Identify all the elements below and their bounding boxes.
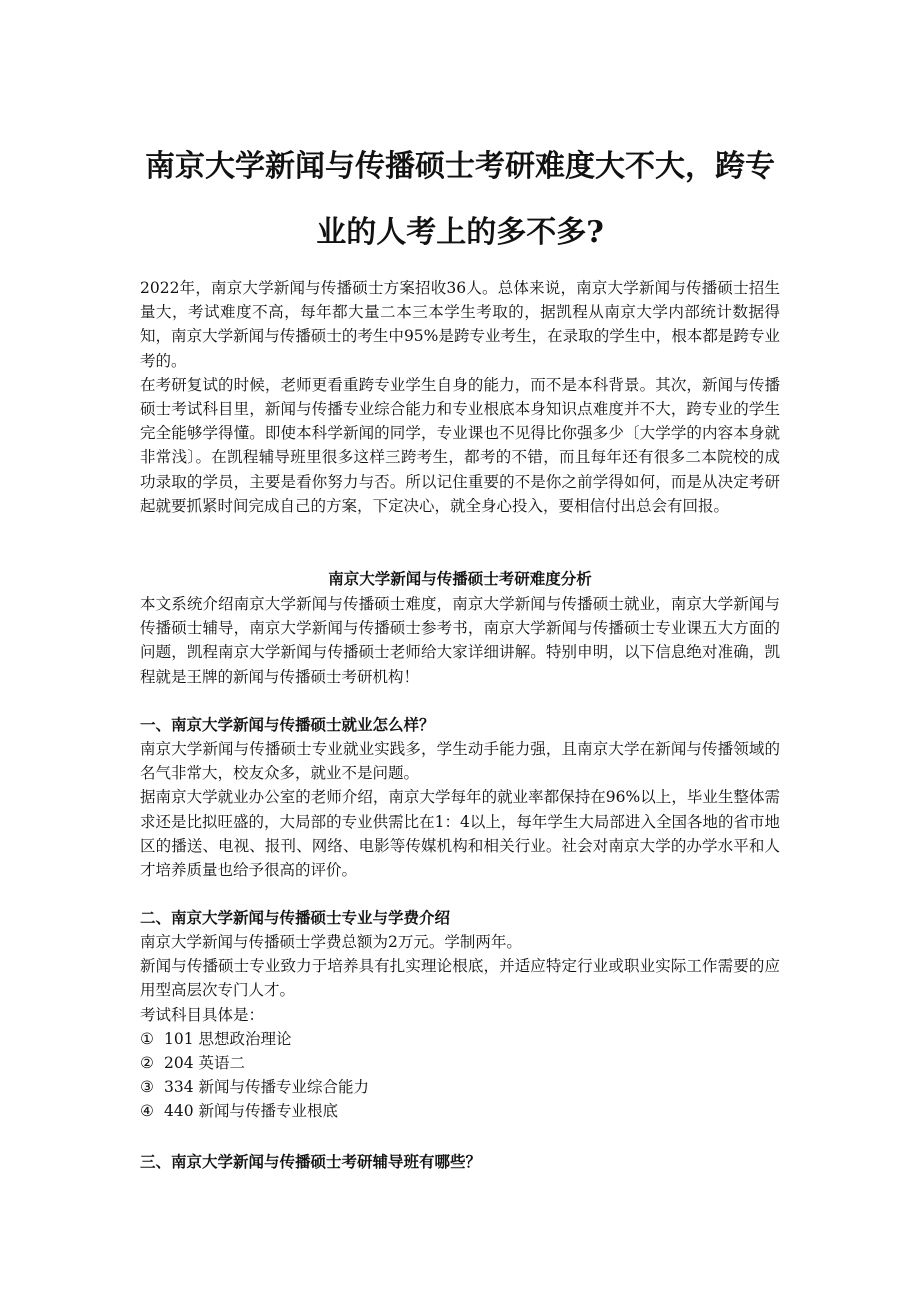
analysis-block: [140, 592, 780, 689]
section-1-body: [140, 737, 780, 882]
intro-paragraph: 2022年，南京大学新闻与传播硕士方案招收36人。总体来说，南京大学新闻与传播硕士招生量大，考试难度不高，每年都大量二本三本学生考取的，据凯程从南京大学内部统计数据得知，南京大学新闻与传播硕士的考生中95%是跨专业考生，在录取的学生中，根本都是跨专业考的。: [140, 279, 780, 370]
subject-number: ④: [140, 1102, 154, 1121]
section-2-heading: 二、南京大学新闻与传播硕士专业与学费介绍: [140, 908, 451, 927]
exam-subject-item: [140, 1051, 780, 1075]
subject-text: 440 新闻与传播专业根底: [164, 1102, 339, 1121]
subject-text: 334 新闻与传播专业综合能力: [164, 1078, 370, 1097]
section-2-paragraph: 考试科目具体是：: [140, 1005, 265, 1024]
exam-subject-item: [140, 1075, 780, 1099]
subject-text: 204 英语二: [164, 1054, 246, 1073]
document-title: 南京大学新闻与传播硕士考研难度大不大，跨专业的人考上的多不多?: [145, 149, 775, 250]
section-1-paragraph: 南京大学新闻与传播硕士专业就业实践多，学生动手能力强，且南京大学在新闻与传播领域的名气非常大，校友众多，就业不是问题。: [140, 740, 780, 783]
exam-subject-item: [140, 1099, 780, 1123]
analysis-heading: 南京大学新闻与传播硕士考研难度分析: [328, 569, 592, 588]
subject-number: ③: [140, 1078, 154, 1097]
analysis-paragraph: 本文系统介绍南京大学新闻与传播硕士难度，南京大学新闻与传播硕士就业，南京大学新闻与传播硕士辅导，南京大学新闻与传播硕士参考书，南京大学新闻与传播硕士专业课五大方面的问题，凯程南京大学新闻与传播硕士老师给大家详细讲解。特别申明，以下信息绝对准确，凯程就是王牌的新闻与传播硕士考研机构！: [140, 595, 780, 686]
section-2-paragraph: 新闻与传播硕士专业致力于培养具有扎实理论根底，并适应特定行业或职业实际工作需要的应用型高层次专门人才。: [140, 957, 780, 1000]
subject-number: ①: [140, 1029, 154, 1048]
section-1-paragraph: 据南京大学就业办公室的老师介绍，南京大学每年的就业率都保持在96%以上，毕业生整体需求还是比拟旺盛的，大局部的专业供需比在1：4以上，每年学生大局部进入全国各地的省市地区的播送、电视、报刊、网络、电影等传媒机构和相关行业。社会对南京大学的办学水平和人才培养质量也给予很高的评价。: [140, 788, 780, 880]
section-2-paragraph: 南京大学新闻与传播硕士学费总额为2万元。学制两年。: [140, 933, 522, 951]
intro-block: [140, 276, 780, 518]
section-3-heading: 三、南京大学新闻与传播硕士考研辅导班有哪些？: [140, 1152, 482, 1171]
intro-paragraph: 在考研复试的时候，老师更看重跨专业学生自身的能力，而不是本科背景。其次，新闻与传播硕士考试科目里，新闻与传播专业综合能力和专业根底本身知识点难度并不大，跨专业的学生完全能够学得懂。即使本科学新闻的同学，专业课也不见得比你强多少〔大学学的内容本身就非常浅〕。在凯程辅导班里很多这样三跨考生，都考的不错，而且每年还有很多二本院校的成功录取的学员，主要是看你努力与否。所以记住重要的不是你之前学得如何，而是从决定考研起就要抓紧时间完成自己的方案，下定决心，就全身心投入，要相信付出总会有回报。: [140, 375, 780, 515]
section-2-body: [140, 930, 780, 1124]
exam-subject-item: [140, 1027, 780, 1051]
subject-text: 101 思想政治理论: [164, 1029, 292, 1048]
exam-subject-list: [140, 1027, 780, 1124]
section-1-heading: 一、南京大学新闻与传播硕士就业怎么样？: [140, 715, 435, 734]
subject-number: ②: [140, 1054, 154, 1073]
